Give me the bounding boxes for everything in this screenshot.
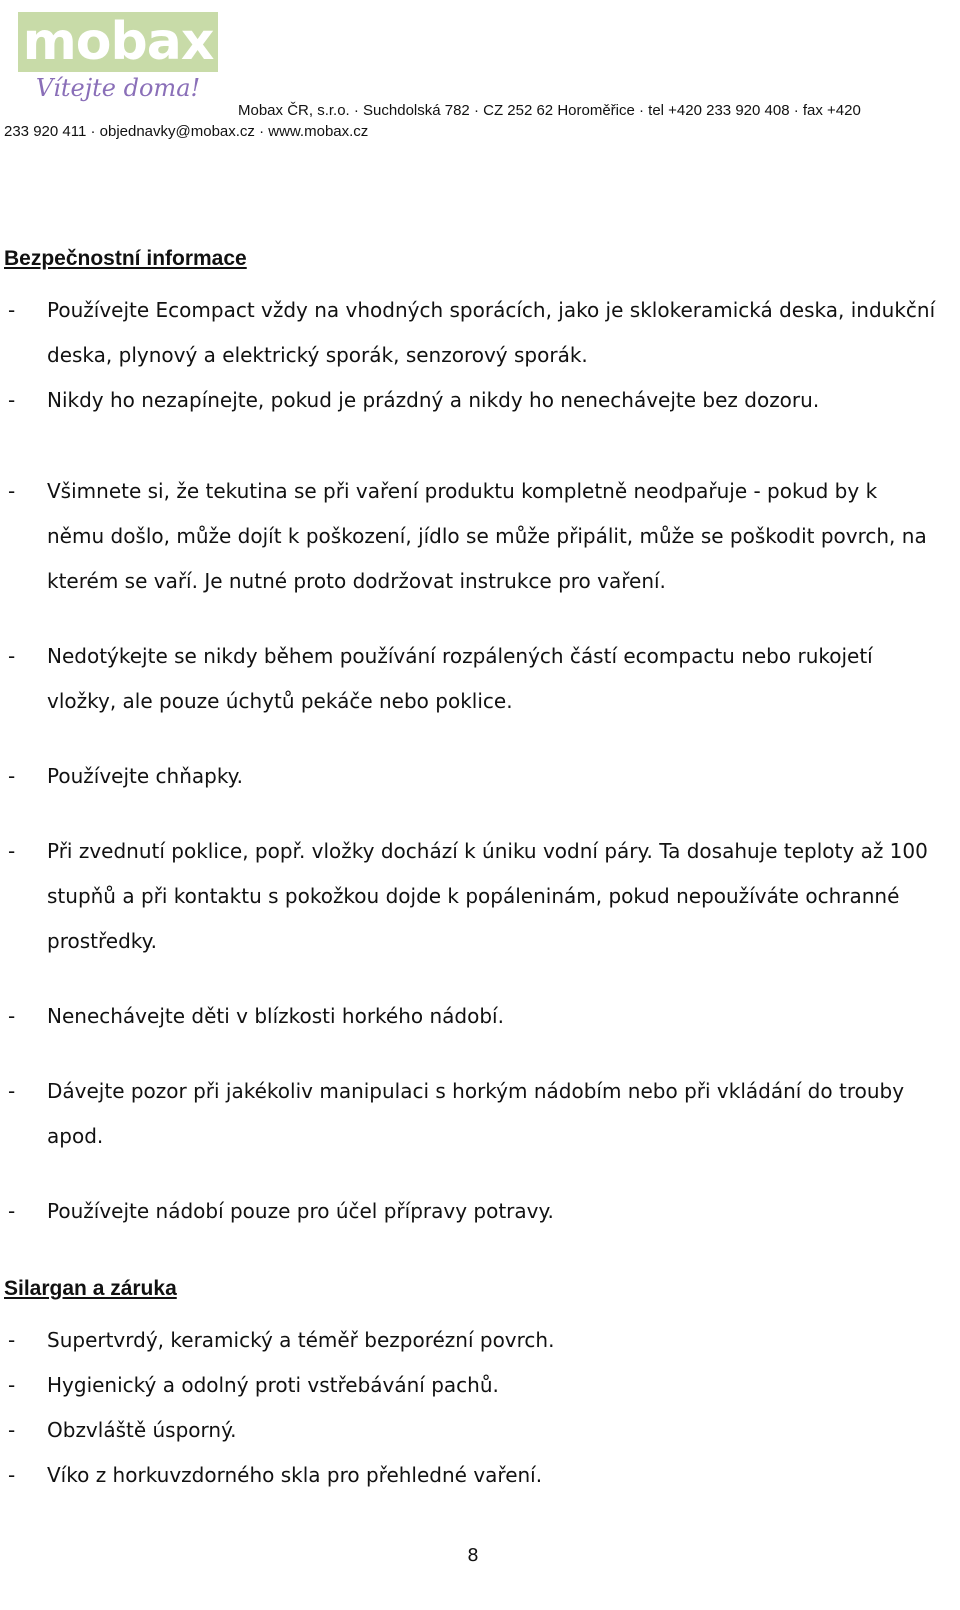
logo-banner: [18, 12, 218, 72]
heading-silargan-warranty: Silargan a záruka: [4, 1277, 177, 1300]
list-dash: -: [8, 388, 16, 412]
list-item: [4, 829, 939, 964]
list-item: [4, 288, 939, 378]
list-item: [4, 1318, 939, 1363]
mobax-logo: [18, 12, 218, 104]
list-dash: -: [8, 839, 16, 863]
list-dash: -: [8, 479, 16, 503]
list-item: [4, 378, 939, 423]
list-item-text: Všimnete si, že tekutina se při vaření produktu kompletně neodpařuje - pokud by k němu došlo, může dojít k poškození, jídlo se může připálit, může se poškodit povrch, na kterém se vaří. Je nutné proto dodržovat instrukce pro vaření.: [47, 479, 927, 593]
list-dash: -: [8, 1004, 16, 1028]
list-item: [4, 1189, 939, 1234]
list-dash: -: [8, 1418, 16, 1442]
list-item: [4, 994, 939, 1039]
list-item: [4, 754, 939, 799]
list-item-text: Používejte nádobí pouze pro účel přípravy potravy.: [47, 1199, 554, 1223]
list-item: [4, 1453, 939, 1498]
list-item: [4, 634, 939, 724]
list-item: [4, 1069, 939, 1159]
list-item: [4, 1363, 939, 1408]
list-item-text: Víko z horkuvzdorného skla pro přehledné vaření.: [47, 1463, 543, 1487]
list-item-text: Nenechávejte děti v blízkosti horkého nádobí.: [47, 1004, 504, 1028]
logo-tagline: Vítejte doma!: [35, 74, 201, 102]
list-dash: -: [8, 1373, 16, 1397]
list-item-text: Nedotýkejte se nikdy během používání rozpálených částí ecompactu nebo rukojetí vložky, ale pouze úchytů pekáče nebo poklice.: [47, 644, 873, 713]
list-dash: -: [8, 1463, 16, 1487]
list-dash: -: [8, 1079, 16, 1103]
list-item-text: Používejte chňapky.: [47, 764, 244, 788]
list-dash: -: [8, 298, 16, 322]
list-dash: -: [8, 644, 16, 668]
list-item: [4, 469, 939, 604]
company-contact-line: 233 920 411 · objednavky@mobax.cz · www.mobax.cz: [4, 123, 369, 140]
list-item-text: Hygienický a odolný proti vstřebávání pachů.: [47, 1373, 499, 1397]
list-dash: -: [8, 764, 16, 788]
list-dash: -: [8, 1328, 16, 1352]
logo-tagline-band: [18, 72, 218, 104]
list-item-text: Používejte Ecompact vždy na vhodných sporácích, jako je sklokeramická deska, indukční deska, plynový a elektrický sporák, senzorový sporák.: [47, 298, 936, 367]
heading-safety-info: Bezpečnostní informace: [4, 247, 247, 270]
page-number: 8: [467, 1545, 479, 1566]
company-address-line: Mobax ČR, s.r.o. · Suchdolská 782 · CZ 252 62 Horoměřice · tel +420 233 920 408 · fax +420: [238, 102, 861, 119]
list-item: [4, 1408, 939, 1453]
list-item-text: Supertvrdý, keramický a téměř bezporézní povrch.: [47, 1328, 555, 1352]
list-item-text: Při zvednutí poklice, popř. vložky dochází k úniku vodní páry. Ta dosahuje teploty až 100 stupňů a při kontaktu s pokožkou dojde k popáleninám, pokud nepoužíváte ochranné prostředky.: [47, 839, 928, 953]
list-item-text: Dávejte pozor při jakékoliv manipulaci s horkým nádobím nebo při vkládání do trouby apod.: [47, 1079, 905, 1148]
list-dash: -: [8, 1199, 16, 1223]
list-item-text: Nikdy ho nezapínejte, pokud je prázdný a nikdy ho nenechávejte bez dozoru.: [47, 388, 820, 412]
logo-wordmark: mobax: [22, 12, 214, 72]
list-item-text: Obzvláště úsporný.: [47, 1418, 237, 1442]
document-body: [4, 244, 939, 1498]
